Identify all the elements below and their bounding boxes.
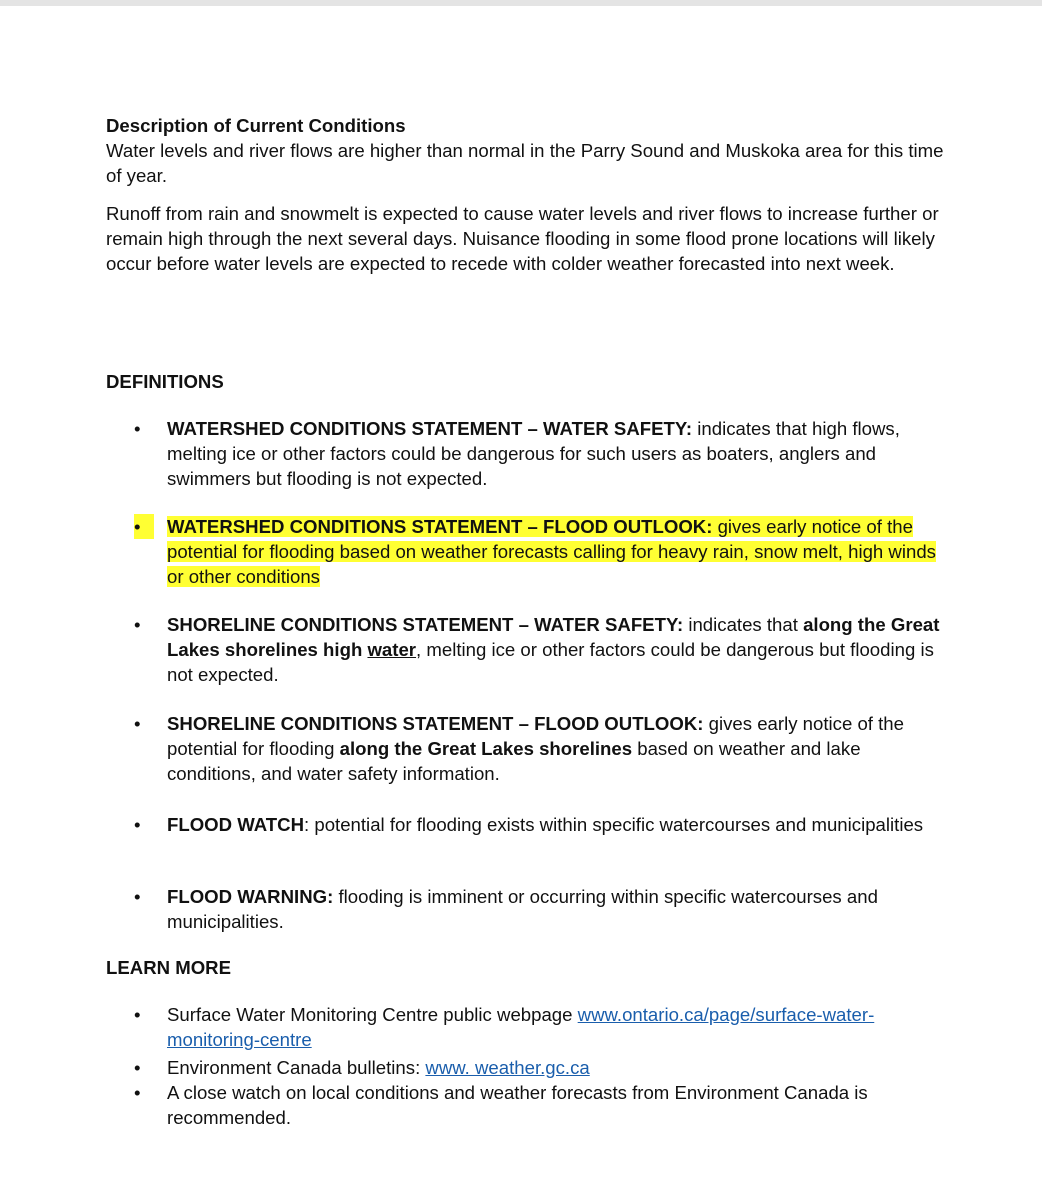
top-bar bbox=[0, 0, 1042, 6]
definition-term: WATERSHED CONDITIONS STATEMENT – FLOOD OUTLOOK: bbox=[167, 516, 713, 537]
bullet-dot: • bbox=[134, 1082, 141, 1103]
definition-text: gives early notice of the potential for flooding based on weather forecasts calling for heavy rain, snow melt, high winds or other conditions bbox=[167, 516, 936, 587]
current-conditions-heading: Description of Current Conditions bbox=[106, 115, 406, 136]
definition-term: WATERSHED CONDITIONS STATEMENT – WATER SAFETY: bbox=[167, 418, 693, 439]
definition-text: indicates that high flows, melting ice or other factors could be dangerous for such users as boaters, anglers and swimmers but flooding is not expected. bbox=[167, 418, 900, 489]
definition-text: indicates that bbox=[683, 614, 804, 635]
current-conditions-para-2: Runoff from rain and snowmelt is expected to cause water levels and river flows to increase further or remain high through the next several days. Nuisance flooding in some flood prone locations will likely occur before water levels are expected to recede with colder weather forecasted into next week. bbox=[106, 203, 939, 274]
bullet-dot: • bbox=[134, 713, 141, 734]
current-conditions-section bbox=[106, 113, 946, 276]
learn-more-heading: LEARN MORE bbox=[106, 957, 231, 978]
bullet-dot: • bbox=[134, 614, 141, 635]
definition-term: SHORELINE CONDITIONS STATEMENT – WATER SAFETY: bbox=[167, 614, 684, 635]
learn-more-text: Environment Canada bulletins: bbox=[167, 1057, 426, 1078]
definition-text: : potential for flooding exists within specific watercourses and municipalities bbox=[304, 814, 924, 835]
definition-text: , melting ice or other factors could be dangerous but flooding is not expected. bbox=[167, 639, 934, 685]
definition-bold-text: along the Great Lakes shorelines bbox=[339, 738, 633, 759]
bullet-dot: • bbox=[134, 1004, 141, 1025]
definitions-heading: DEFINITIONS bbox=[106, 371, 224, 392]
weather-gc-link[interactable]: www. weather.gc.ca bbox=[425, 1057, 590, 1078]
learn-more-text: Surface Water Monitoring Centre public webpage bbox=[167, 1004, 578, 1025]
bullet-dot: • bbox=[134, 418, 141, 439]
definition-underlined-word: water bbox=[367, 639, 417, 660]
definition-term: SHORELINE CONDITIONS STATEMENT – FLOOD OUTLOOK: bbox=[167, 713, 704, 734]
definition-text: based on weather and lake conditions, and water safety information. bbox=[167, 738, 861, 784]
definition-text: flooding is imminent or occurring within specific watercourses and municipalities. bbox=[167, 886, 878, 932]
definition-term: FLOOD WATCH bbox=[167, 814, 305, 835]
bullet-dot: • bbox=[134, 514, 154, 539]
bullet-dot: • bbox=[134, 886, 141, 907]
bullet-dot: • bbox=[134, 1057, 141, 1078]
current-conditions-para-1: Water levels and river flows are higher than normal in the Parry Sound and Muskoka area for this time of year. bbox=[106, 140, 944, 186]
learn-more-text: A close watch on local conditions and weather forecasts from Environment Canada is recommended. bbox=[167, 1082, 868, 1128]
definition-term: FLOOD WARNING: bbox=[167, 886, 334, 907]
bullet-dot: • bbox=[134, 814, 141, 835]
definition-text: gives early notice of the potential for flooding bbox=[167, 713, 904, 759]
ontario-swmc-link[interactable]: www.ontario.ca/page/surface-water-monitoring-centre bbox=[167, 1004, 875, 1050]
definition-bold-text: along the Great Lakes shorelines high bbox=[167, 614, 940, 660]
